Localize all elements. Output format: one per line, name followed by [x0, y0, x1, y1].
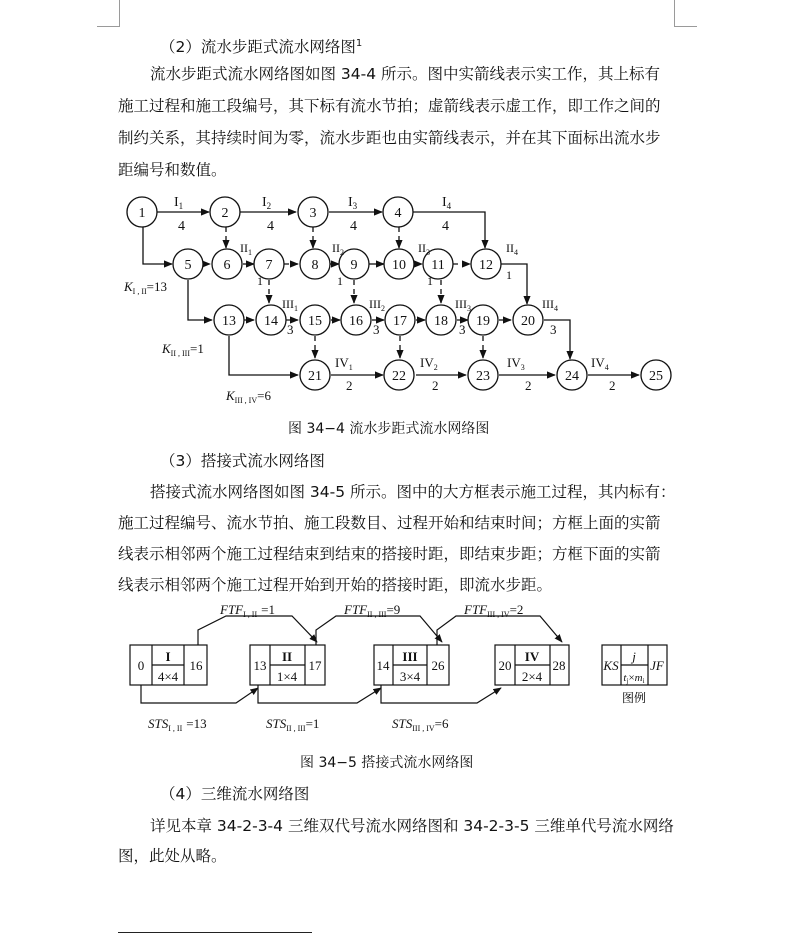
activity-duration: 1 — [506, 268, 512, 282]
activity-duration: 3 — [373, 322, 380, 337]
node-label: 23 — [476, 369, 490, 384]
activity-duration: 3 — [287, 322, 294, 337]
legend-ks: KS — [603, 658, 619, 673]
node-label: 4 — [394, 206, 402, 221]
process-beat: 4×4 — [157, 669, 179, 684]
node-label: 9 — [350, 258, 358, 273]
paragraph-line: 施工过程编号、流水节拍、施工段数目、过程开始和结束时间；方框上面的实箭 — [118, 514, 661, 532]
paragraph-line: 距编号和数值。 — [118, 161, 227, 179]
activity-duration: 4 — [267, 219, 274, 234]
section-heading-2-text: （2）流水步距式流水网络图 — [160, 38, 356, 57]
node-label: 7 — [265, 258, 273, 273]
process-beat: 1×4 — [276, 669, 298, 684]
node-label: 13 — [222, 314, 236, 329]
section-heading-4: （4）三维流水网络图 — [160, 785, 310, 803]
footnote-marker: 1 — [355, 38, 363, 49]
activity-duration: 3 — [550, 322, 557, 337]
paragraph-line: 搭接式流水网络图如图 34-5 所示。图中的大方框表示施工过程，其内标有： — [150, 483, 676, 501]
start-time: 0 — [137, 658, 145, 673]
legend-title: 图例 — [621, 691, 647, 705]
activity-duration: 2 — [525, 378, 532, 393]
activity-label: $III_2$ — [369, 297, 385, 313]
start-time: 20 — [498, 658, 512, 673]
activity-label: $IV_2$ — [420, 355, 438, 372]
step-label-k3: $K_{III , IV}=6$ — [226, 388, 271, 405]
node-label: 15 — [308, 314, 322, 329]
activity-label: $IV_3$ — [507, 355, 525, 372]
activity-duration: 1 — [337, 274, 343, 288]
activity-label: $III_4$ — [542, 297, 558, 313]
activity-label: $II_2$ — [332, 241, 344, 257]
activity-duration: 2 — [346, 378, 353, 393]
sts-label: $STS_{II , III}=1$ — [266, 716, 320, 733]
node-label: 5 — [184, 258, 192, 273]
node-label: 21 — [308, 369, 322, 384]
paragraph-line: 施工过程和施工段编号，其下标有流水节拍；虚箭线表示虚工作，即工作之间的 — [118, 97, 661, 115]
activity-label: $I_1$ — [174, 195, 184, 211]
activity-duration: 1 — [257, 274, 263, 288]
start-time: 13 — [253, 658, 267, 673]
legend-tm: tj×mi — [623, 672, 645, 685]
process-id: IV — [524, 649, 540, 664]
footnote-separator — [118, 932, 312, 933]
activity-label: $III_3$ — [455, 297, 471, 313]
node-label: 10 — [392, 258, 406, 273]
activity-label: $IV_1$ — [335, 355, 353, 372]
section-heading-3: （3）搭接式流水网络图 — [160, 452, 325, 470]
activity-label: $II_4$ — [506, 241, 518, 257]
activity-duration: 2 — [609, 378, 616, 393]
paragraph-line: 详见本章 34-2-3-4 三维双代号流水网络图和 34-2-3-5 三维单代号流水网络 — [150, 817, 674, 835]
activity-label: $II_1$ — [240, 241, 252, 257]
ftf-label: $FTF_{I , II} =1$ — [220, 602, 275, 619]
figure-34-4-caption: 图 34−4 流水步距式流水网络图 — [288, 421, 490, 437]
activity-duration: 2 — [432, 378, 439, 393]
paragraph-line: 制约关系，其持续时间为零，流水步距也由实箭线表示，并在其下面标出流水步 — [118, 129, 661, 147]
end-time: 26 — [431, 658, 445, 673]
node-label: 22 — [392, 369, 406, 384]
node-label: 17 — [393, 314, 407, 329]
end-time: 17 — [308, 658, 322, 673]
node-label: 25 — [649, 369, 663, 384]
paragraph-line: 线表示相邻两个施工过程结束到结束的搭接时距，即结束步距；方框下面的实箭 — [118, 545, 661, 563]
start-time: 14 — [376, 658, 390, 673]
sts-label: $STS_{I , II} =13$ — [148, 716, 207, 733]
activity-duration: 1 — [427, 274, 433, 288]
process-id: III — [402, 649, 418, 664]
node-label: 2 — [221, 206, 229, 221]
end-time: 16 — [189, 658, 203, 673]
node-label: 11 — [431, 258, 445, 273]
step-label-k1: $K_{I , II}=13$ — [124, 279, 168, 296]
activity-duration: 4 — [350, 219, 357, 234]
node-label: 24 — [565, 369, 579, 384]
activity-label: $I_2$ — [262, 195, 272, 211]
node-label: 1 — [138, 206, 146, 221]
activity-label: $I_4$ — [442, 195, 452, 211]
node-label: 18 — [434, 314, 448, 329]
paragraph-line: 图，此处从略。 — [118, 847, 227, 865]
paragraph-line: 流水步距式流水网络图如图 34-4 所示。图中实箭线表示实工作，其上标有 — [150, 65, 661, 83]
node-label: 8 — [311, 258, 319, 273]
end-time: 28 — [552, 658, 566, 673]
figure-34-5-caption: 图 34−5 搭接式流水网络图 — [300, 755, 474, 771]
node-label: 20 — [521, 314, 535, 329]
process-id: I — [165, 649, 171, 664]
ftf-label: $FTF_{III , IV}=2$ — [464, 602, 524, 619]
activity-duration: 3 — [459, 322, 466, 337]
ftf-label: $FTF_{II , III}=9$ — [344, 602, 401, 619]
activity-duration: 4 — [442, 219, 449, 234]
activity-label: $II_3$ — [418, 241, 430, 257]
activity-label: $III_1$ — [282, 297, 298, 313]
activity-duration: 4 — [178, 219, 185, 234]
node-label: 12 — [479, 258, 493, 273]
node-label: 6 — [223, 258, 231, 273]
activity-label: $IV_4$ — [591, 355, 609, 372]
activity-label: $I_3$ — [348, 195, 358, 211]
process-beat: 2×4 — [521, 669, 543, 684]
step-label-k2: $K_{II , III}=1$ — [162, 341, 204, 358]
process-id: II — [281, 649, 293, 664]
node-label: 14 — [264, 314, 278, 329]
node-label: 19 — [476, 314, 490, 329]
paragraph-line: 线表示相邻两个施工过程开始到开始的搭接时距，即流水步距。 — [118, 576, 553, 594]
legend-jf: JF — [650, 658, 664, 673]
process-beat: 3×4 — [399, 669, 421, 684]
sts-label: $STS_{III , IV}=6$ — [392, 716, 449, 733]
legend-j: j — [632, 649, 636, 664]
node-label: 3 — [309, 206, 317, 221]
node-label: 16 — [349, 314, 363, 329]
